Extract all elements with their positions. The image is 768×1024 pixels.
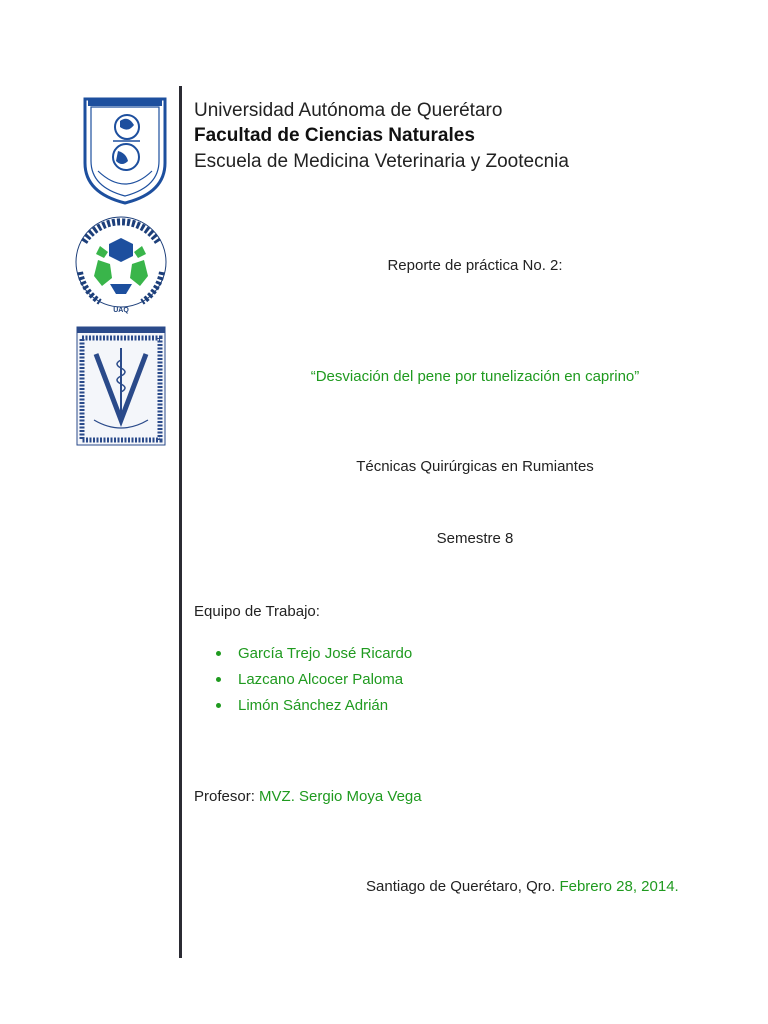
place-date-line bbox=[366, 878, 679, 895]
report-title: “Desviación del pene por tunelización en caprino” bbox=[310, 368, 640, 385]
team-member: Limón Sánchez Adrián bbox=[238, 696, 389, 714]
school-name: Escuela de Medicina Veterinaria y Zootecnia bbox=[194, 151, 569, 172]
team-member: Lazcano Alcocer Paloma bbox=[238, 670, 404, 688]
fcn-faculty-logo bbox=[70, 212, 172, 316]
bullet-icon bbox=[216, 703, 221, 708]
course-name: Técnicas Quirúrgicas en Rumiantes bbox=[356, 458, 594, 475]
faculty-name: Facultad de Ciencias Naturales bbox=[194, 125, 475, 146]
date: Febrero 28, 2014. bbox=[559, 878, 679, 895]
svg-text:UAQ: UAQ bbox=[113, 307, 129, 314]
list-item bbox=[216, 692, 412, 718]
vertical-divider bbox=[179, 86, 182, 958]
uaq-seal-logo bbox=[80, 93, 170, 207]
report-label: Reporte de práctica No. 2: bbox=[387, 257, 563, 274]
professor-name: MVZ. Sergio Moya Vega bbox=[259, 788, 422, 805]
professor-line bbox=[194, 788, 422, 805]
list-item bbox=[216, 640, 412, 666]
location: Santiago de Querétaro, Qro. bbox=[366, 878, 556, 895]
team-heading: Equipo de Trabajo: bbox=[194, 603, 320, 620]
team-member: García Trejo José Ricardo bbox=[238, 644, 413, 662]
team-list bbox=[216, 640, 412, 718]
university-name: Universidad Autónoma de Querétaro bbox=[194, 100, 503, 121]
bullet-icon bbox=[216, 677, 221, 682]
mvz-school-logo bbox=[74, 324, 168, 448]
semester: Semestre 8 bbox=[436, 530, 514, 547]
list-item bbox=[216, 666, 412, 692]
professor-label: Profesor: bbox=[194, 788, 255, 805]
bullet-icon bbox=[216, 651, 221, 656]
